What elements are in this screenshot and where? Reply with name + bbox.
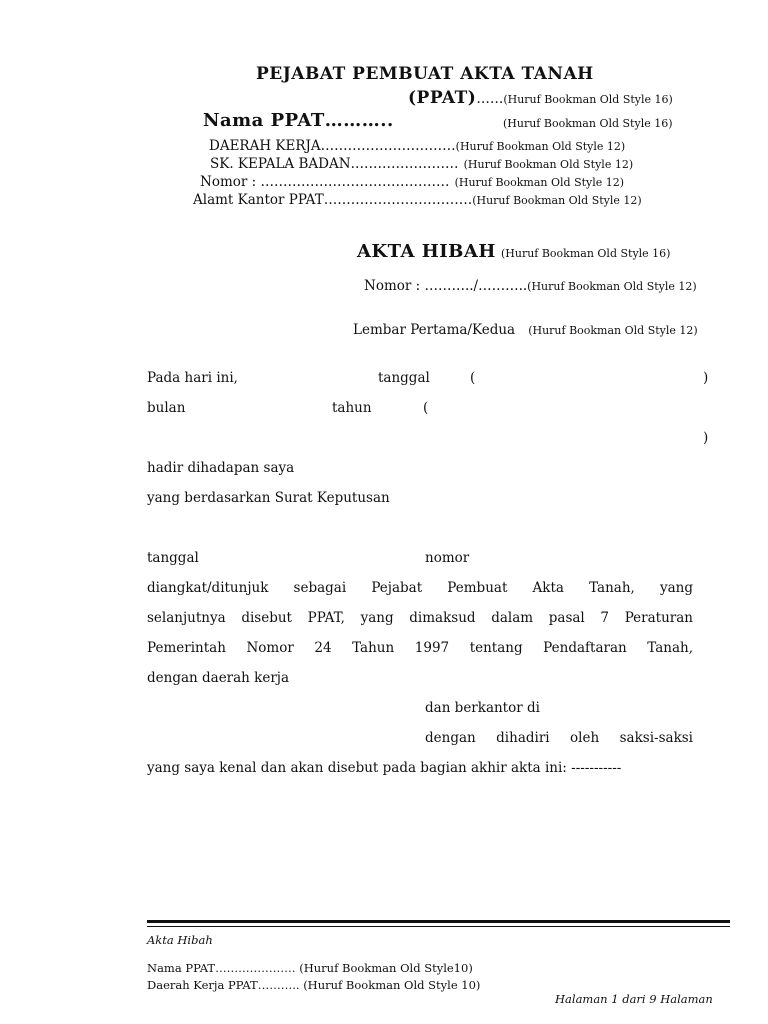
header-ppat: (PPAT) [408,88,477,108]
header-nomor-note: (Huruf Bookman Old Style 12) [454,176,625,189]
deed-title-line [357,241,670,262]
nomor2-label: nomor [425,550,470,566]
deed-nomor: Nomor : ………../……….. [364,278,528,294]
para-line-3: Pemerintah Nomor 24 Tahun 1997 tentang Pendaftaran Tanah, [147,640,693,656]
header-title: PEJABAT PEMBUAT AKTA TANAH [256,64,594,84]
para-line-1: diangkat/ditunjuk sebagai Pejabat Pembuat Akta Tanah, yang [147,580,693,596]
header-ppat-dots: …… [476,91,504,107]
header-ppat-note: (Huruf Bookman Old Style 16) [503,93,673,106]
bulan-label: bulan [147,400,186,416]
sk-kepala-line [210,153,633,172]
deed-title-note: (Huruf Bookman Old Style 16) [500,247,671,260]
sk-kepala: SK. KEPALA BADAN…………………… [210,156,459,172]
alamat-line [193,189,642,208]
berdasarkan-text: yang berdasarkan Surat Keputusan [147,490,390,506]
hadir-text: hadir dihadapan saya [147,460,295,476]
berkantor-text: dan berkantor di [425,700,540,716]
saksi-text: dengan dihadiri oleh saksi-saksi [425,730,693,746]
nama-ppat: Nama PPAT……….. [203,110,394,131]
deed-title: AKTA HIBAH [357,241,496,262]
tanggal-label: tanggal [378,370,430,386]
daerah-kerja-note: (Huruf Bookman Old Style 12) [455,140,626,153]
daerah-kerja-line [209,135,625,154]
lembar-note: (Huruf Bookman Old Style 12) [528,324,698,337]
deed-nomor-line [364,275,697,294]
nama-ppat-note: (Huruf Bookman Old Style 16) [503,117,673,130]
footer-nama-ppat: Nama PPAT………………… (Huruf Bookman Old Style10) [147,961,473,975]
tahun-label: tahun [332,400,372,416]
footer-doc-name: Akta Hibah [147,933,213,947]
lembar-line [353,319,698,338]
paren-close-2: ) [703,430,709,446]
tanggal2-label: tanggal [147,550,199,566]
lembar: Lembar Pertama/Kedua [353,322,516,338]
footer-rule-thick [147,920,730,923]
paren-close-1: ) [703,370,709,386]
kenal-text: yang saya kenal dan akan disebut pada bagian akhir akta ini: ----------- [147,760,622,776]
deed-nomor-note: (Huruf Bookman Old Style 12) [527,280,697,293]
footer-page-number: Halaman 1 dari 9 Halaman [555,992,713,1006]
sk-kepala-note: (Huruf Bookman Old Style 12) [463,158,634,171]
header-ppat-line [408,88,673,108]
nomor-line [200,171,624,190]
paren-open-1: ( [470,370,476,386]
pada-hari: Pada hari ini, [147,370,238,386]
footer-daerah-kerja: Daerah Kerja PPAT……….. (Huruf Bookman Old Style 10) [147,978,481,992]
para-line-2: selanjutnya disebut PPAT, yang dimaksud dalam pasal 7 Peraturan [147,610,693,626]
alamat-kantor-note: (Huruf Bookman Old Style 12) [472,194,642,207]
alamat-kantor: Alamt Kantor PPAT…………………………… [193,192,473,208]
daerah-kerja: DAERAH KERJA………………………… [209,138,456,154]
paren-open-2: ( [423,400,429,416]
header-nomor: Nomor : …………………………………… [200,174,450,190]
daerah-kerja-text: dengan daerah kerja [147,670,290,686]
footer-rule-thin [147,926,730,927]
